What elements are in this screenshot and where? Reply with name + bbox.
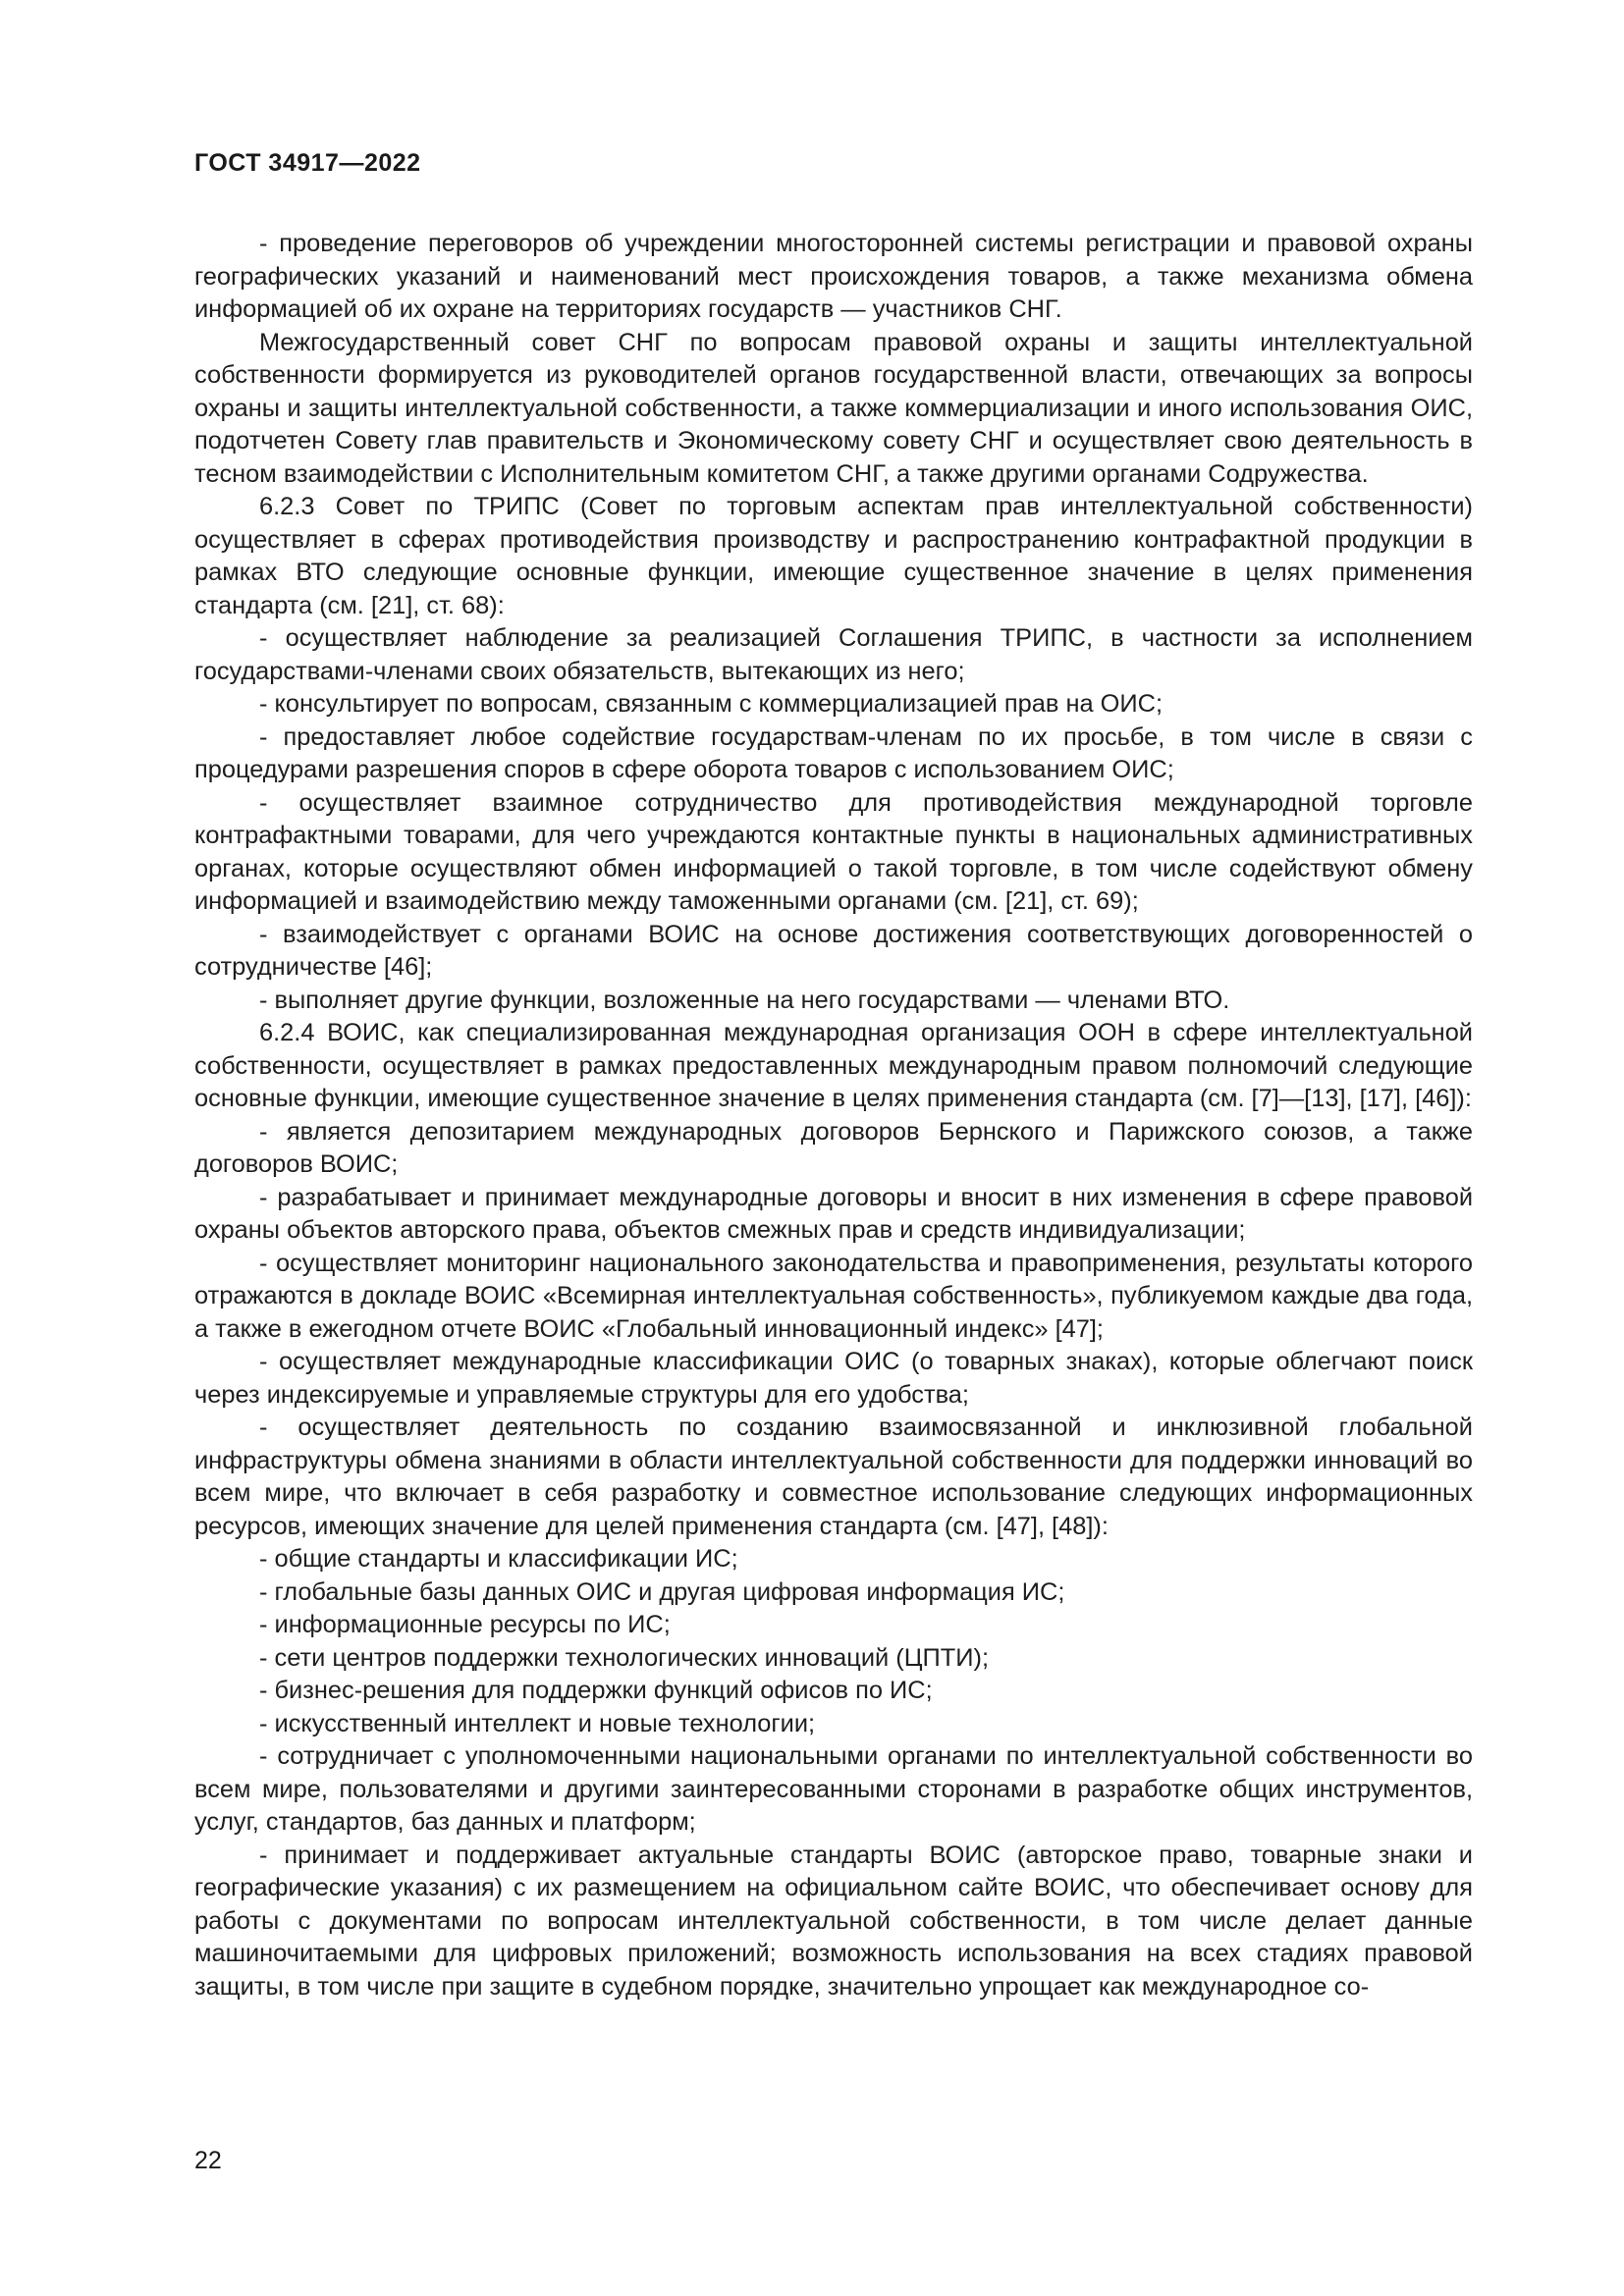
paragraph: - проведение переговоров об учреждении многосторонней системы регистрации и правовой охраны географических указаний и наименований мест происхождения товаров, а также механизма обмена информацией об их охране на территориях государств — участников СНГ. <box>194 230 1473 323</box>
paragraph: Межгосударственный совет СНГ по вопросам правовой охраны и защиты интеллектуальной собственности формируется из руководителей органов государственной власти, отвечающих за вопросы охраны и защиты интеллектуальной собственности, а также коммерциализации и иного использования ОИС, подотчетен Совету глав правительств и Экономическому совету СНГ и осуществляет свою деятельность в тесном взаимодействии с Исполнительным комитетом СНГ, а также другими органами Содружества. <box>194 328 1473 488</box>
paragraph: - общие стандарты и классификации ИС; <box>259 1545 738 1573</box>
paragraph: - разрабатывает и принимает международные договоры и вносит в них изменения в сфере правовой охраны объектов авторского права, объектов смежных прав и средств индивидуализации; <box>194 1183 1473 1244</box>
paragraph: - сотрудничает с уполномоченными национальными органами по интеллектуальной собственности во всем мире, пользователями и другими заинтересованными сторонами в разработке общих инструментов, услуг, стандартов, баз данных и платформ; <box>194 1742 1473 1836</box>
page-number: 22 <box>194 2147 222 2174</box>
paragraph: - сети центров поддержки технологических инноваций (ЦПТИ); <box>259 1643 990 1672</box>
paragraph: - искусственный интеллект и новые технологии; <box>259 1709 816 1737</box>
paragraph: - является депозитарием международных договоров Бернского и Парижского союзов, а также договоров ВОИС; <box>194 1117 1473 1178</box>
document-header: ГОСТ 34917—2022 <box>194 149 421 177</box>
paragraph: - информационные ресурсы по ИС; <box>259 1611 671 1638</box>
paragraph: - бизнес-решения для поддержки функций офисов по ИС; <box>259 1677 933 1704</box>
paragraph: 6.2.3 Совет по ТРИПС (Совет по торговым аспектам прав интеллектуальной собственности) осуществляет в сферах противодействия производству и распространению контрафактной продукции в рамках ВТО следующие основные функции, имеющие существенное значение в целях применения стандарта (см. [21], ст. 68): <box>194 493 1473 619</box>
paragraph: - осуществляет международные классификации ОИС (о товарных знаках), которые облегчают поиск через индексируемые и управляемые структуры для его удобства; <box>194 1348 1473 1409</box>
paragraph: - консультирует по вопросам, связанным с коммерциализацией прав на ОИС; <box>259 690 1164 718</box>
paragraph: - осуществляет наблюдение за реализацией Соглашения ТРИПС, в частности за исполнением государствами-членами своих обязательств, вытекающих из него; <box>194 624 1473 685</box>
paragraph: - осуществляет мониторинг национального законодательства и правоприменения, результаты которого отражаются в докладе ВОИС «Всемирная интеллектуальная собственность», публикуемом каждые два года, а также в ежегодном отчете ВОИС «Глобальный инновационный индекс» [47]; <box>194 1249 1473 1343</box>
paragraph: - осуществляет взаимное сотрудничество для противодействия международной торговле контрафактными товарами, для чего учреждаются контактные пункты в национальных административных органах, которые осуществляют обмен информацией о такой торговле, в том числе содействуют обмену информацией и взаимодействию между таможенными органами (см. [21], ст. 69); <box>194 788 1473 915</box>
document-body <box>194 228 1473 2003</box>
paragraph: - взаимодействует с органами ВОИС на основе достижения соответствующих договоренностей о сотрудничестве [46]; <box>194 920 1473 981</box>
paragraph: 6.2.4 ВОИС, как специализированная международная организация ООН в сфере интеллектуальной собственности, осуществляет в рамках предоставленных международным правом полномочий следующие основные функции, имеющие существенное значение в целях применения стандарта (см. [7]—[13], [17], [46]): <box>194 1019 1473 1112</box>
paragraph: - предоставляет любое содействие государствам-членам по их просьбе, в том числе в связи с процедурами разрешения споров в сфере оборота товаров с использованием ОИС; <box>194 722 1473 783</box>
paragraph: - глобальные базы данных ОИС и другая цифровая информация ИС; <box>259 1577 1065 1606</box>
paragraph: - выполняет другие функции, возложенные на него государствами — членами ВТО. <box>259 986 1230 1014</box>
paragraph: - осуществляет деятельность по созданию взаимосвязанной и инклюзивной глобальной инфраструктуры обмена знаниями в области интеллектуальной собственности для поддержки инноваций во всем мире, что включает в себя разработку и совместное использование следующих информационных ресурсов, имеющих значение для целей применения стандарта (см. [47], [48]): <box>194 1414 1473 1540</box>
paragraph: - принимает и поддерживает актуальные стандарты ВОИС (авторское право, товарные знаки и географические указания) с их размещением на официальном сайте ВОИС, что обеспечивает основу для работы с документами по вопросам интеллектуальной собственности, в том числе делает данные машиночитаемыми для цифровых приложений; возможность использования на всех стадиях правовой защиты, в том числе при защите в судебном порядке, значительно упрощает как международное со- <box>194 1841 1473 2001</box>
